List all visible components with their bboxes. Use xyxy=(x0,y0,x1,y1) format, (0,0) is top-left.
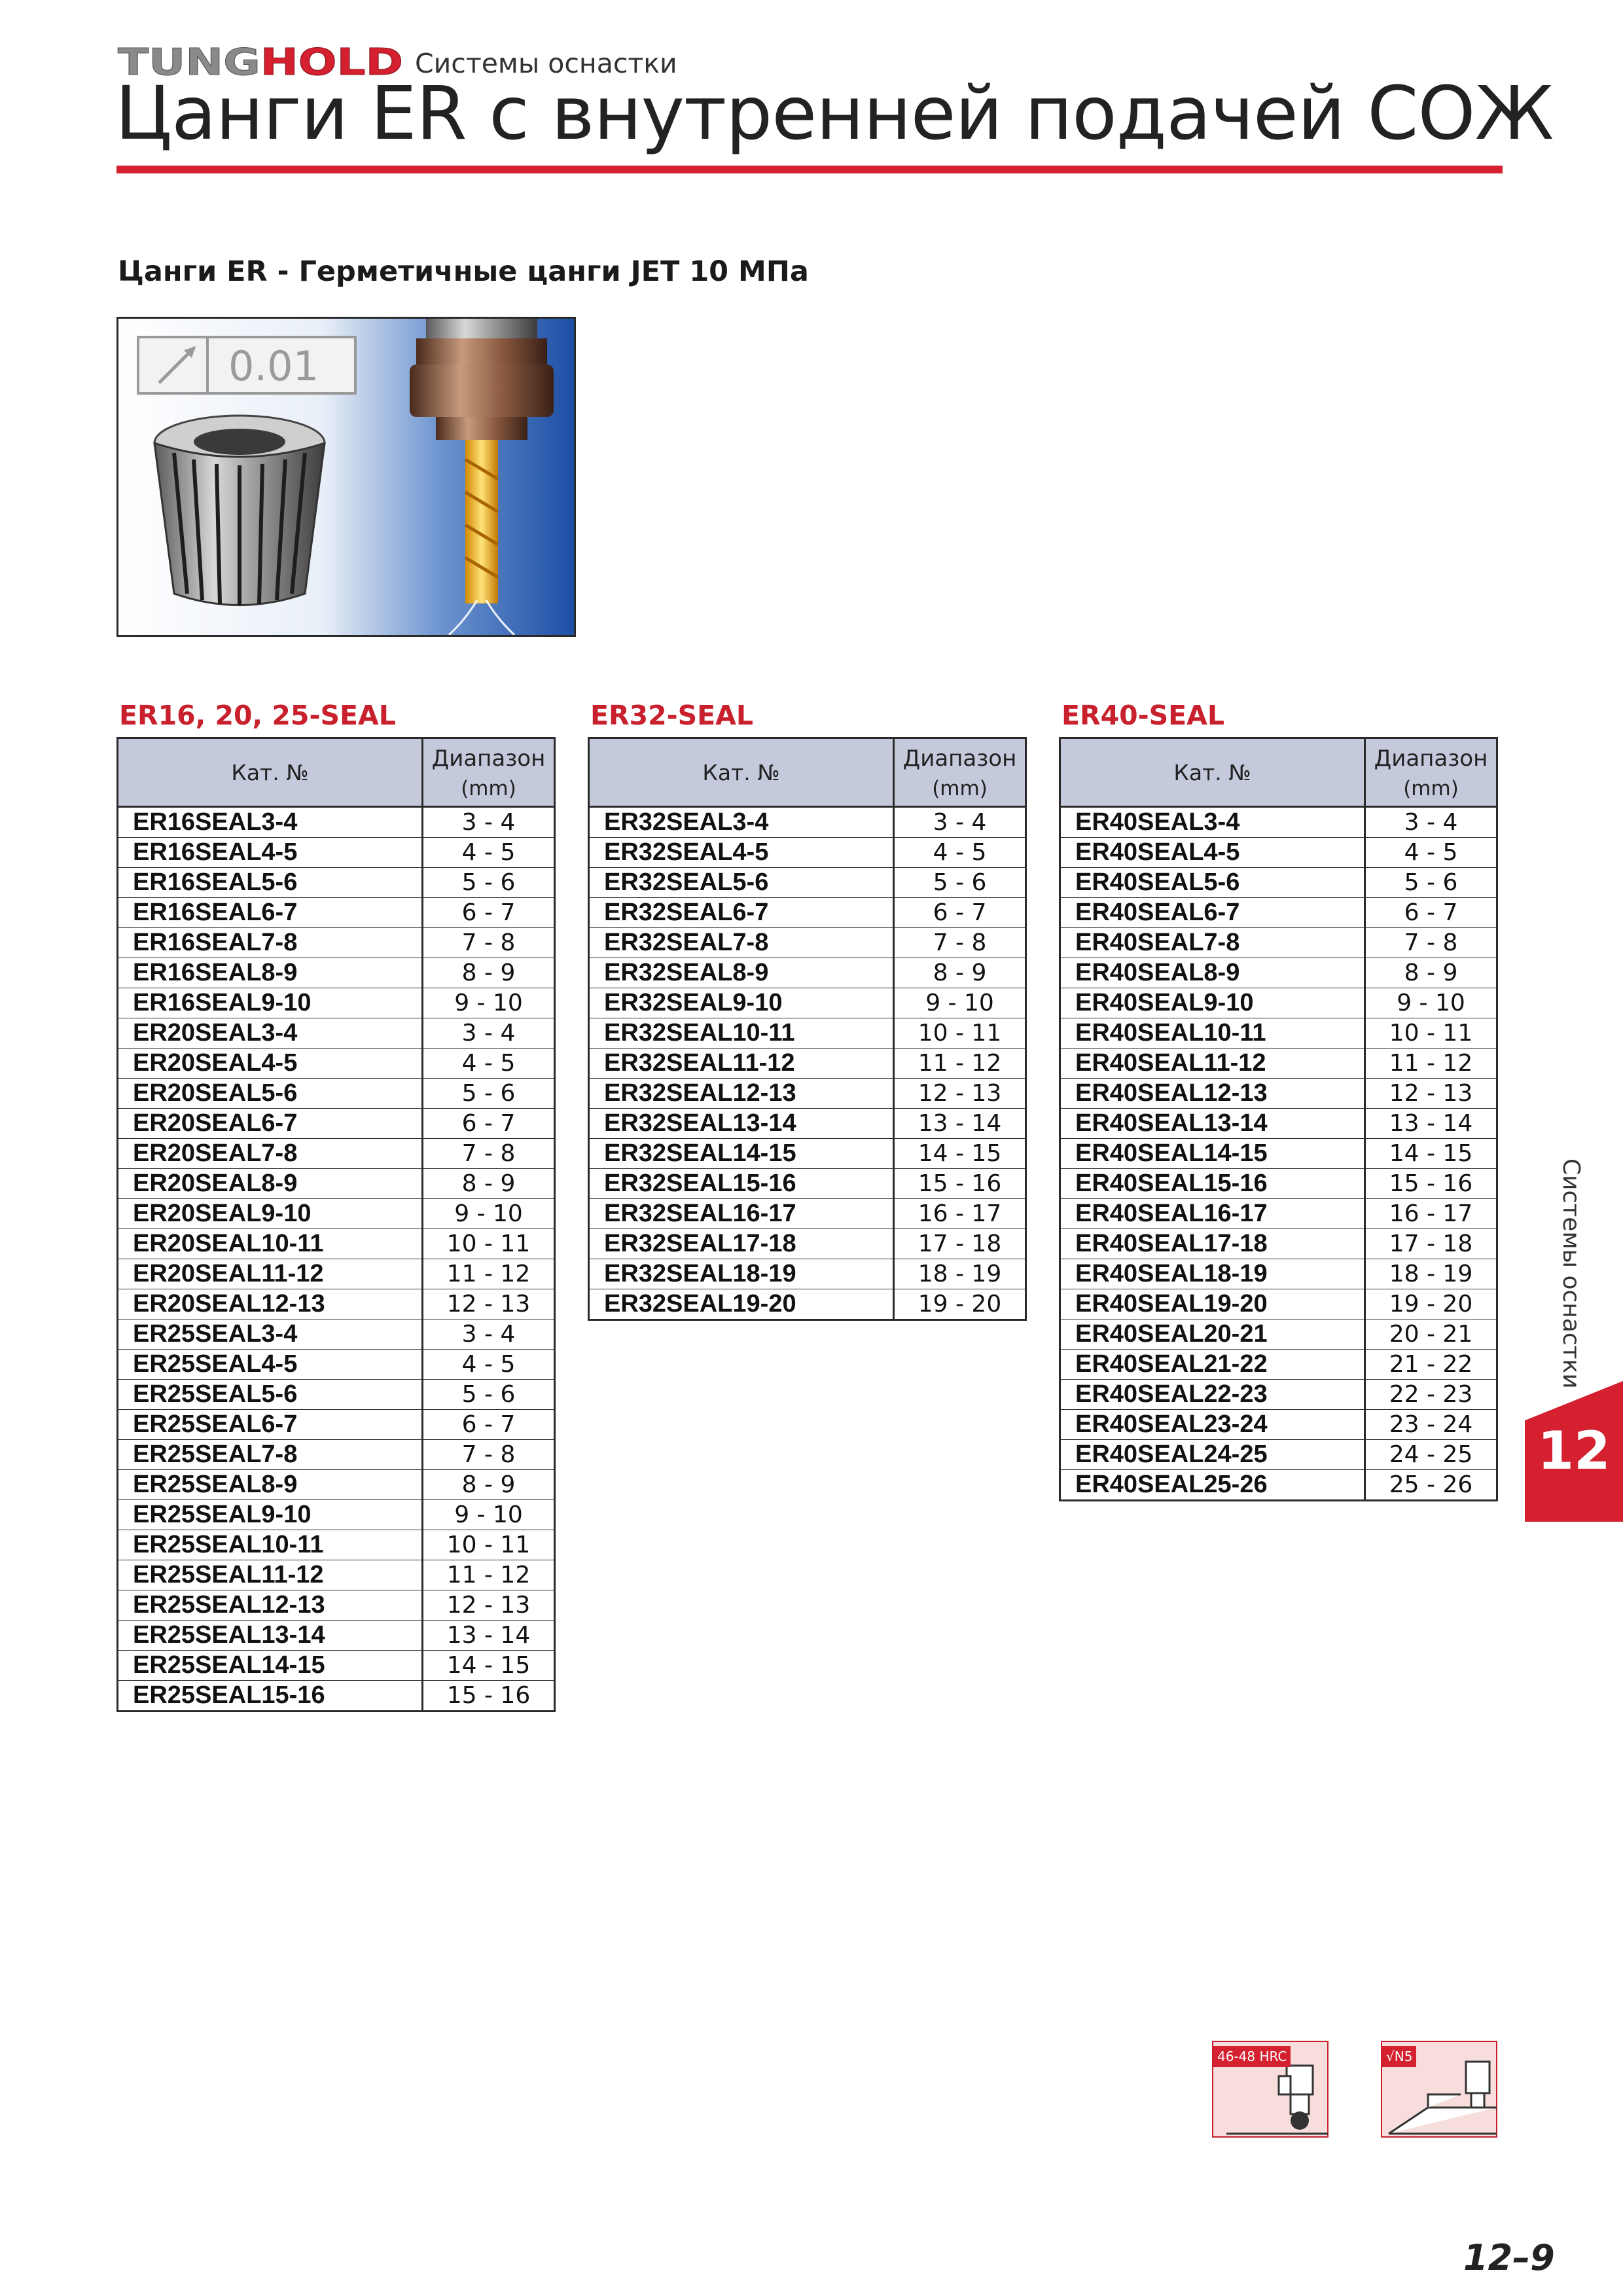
table-header-row xyxy=(589,738,1026,807)
range-unit: (mm) xyxy=(1403,777,1459,800)
table-row xyxy=(118,1109,555,1139)
catalog-number-cell: ER40SEAL16-17 xyxy=(1060,1199,1365,1229)
range-cell: 8 - 9 xyxy=(894,958,1026,988)
range-cell: 21 - 22 xyxy=(1365,1350,1497,1380)
table-row xyxy=(589,958,1026,988)
catalog-number-cell: ER40SEAL8-9 xyxy=(1060,958,1365,988)
table-row xyxy=(1060,1259,1497,1289)
catalog-number-cell: ER40SEAL18-19 xyxy=(1060,1259,1365,1289)
table-row xyxy=(589,1289,1026,1320)
table-row xyxy=(118,1410,555,1440)
range-cell: 5 - 6 xyxy=(894,868,1026,898)
table-row xyxy=(1060,988,1497,1018)
range-cell: 12 - 13 xyxy=(1365,1079,1497,1109)
table-row xyxy=(118,1500,555,1530)
catalog-number-cell: ER32SEAL12-13 xyxy=(589,1079,894,1109)
table-row xyxy=(1060,1440,1497,1470)
catalog-number-cell: ER25SEAL9-10 xyxy=(118,1500,423,1530)
range-cell: 5 - 6 xyxy=(1365,868,1497,898)
table-row xyxy=(1060,1169,1497,1199)
table-row xyxy=(118,1470,555,1500)
catalog-number-cell: ER40SEAL22-23 xyxy=(1060,1380,1365,1410)
range-cell: 13 - 14 xyxy=(1365,1109,1497,1139)
range-cell: 19 - 20 xyxy=(1365,1289,1497,1319)
table-title: ER16, 20, 25-SEAL xyxy=(119,700,396,731)
catalog-number-cell: ER20SEAL10-11 xyxy=(118,1229,423,1259)
catalog-number-cell: ER32SEAL4-5 xyxy=(589,838,894,868)
table-row xyxy=(118,807,555,838)
range-cell: 9 - 10 xyxy=(423,1500,555,1530)
table-row xyxy=(118,1681,555,1712)
catalog-number-cell: ER32SEAL3-4 xyxy=(589,807,894,838)
catalog-number-cell: ER32SEAL9-10 xyxy=(589,988,894,1018)
table-row xyxy=(589,1018,1026,1049)
page-title: Цанги ER с внутренней подачей СОЖ xyxy=(115,71,1554,156)
catalog-number-cell: ER40SEAL13-14 xyxy=(1060,1109,1365,1139)
table-row xyxy=(118,958,555,988)
table-header-row xyxy=(118,738,555,807)
catalog-number-cell: ER40SEAL3-4 xyxy=(1060,807,1365,838)
catalog-number-cell: ER32SEAL8-9 xyxy=(589,958,894,988)
range-cell: 4 - 5 xyxy=(423,1350,555,1380)
range-cell: 9 - 10 xyxy=(1365,988,1497,1018)
range-cell: 11 - 12 xyxy=(423,1560,555,1590)
range-cell: 7 - 8 xyxy=(423,1440,555,1470)
table-row xyxy=(118,1018,555,1049)
range-cell: 18 - 19 xyxy=(894,1259,1026,1289)
tolerance-value: 0.01 xyxy=(228,342,319,390)
range-cell: 6 - 7 xyxy=(423,898,555,928)
range-cell: 4 - 5 xyxy=(1365,838,1497,868)
table-row xyxy=(118,988,555,1018)
table-row xyxy=(118,1289,555,1319)
column-header-cat: Кат. № xyxy=(1060,738,1365,807)
range-cell: 9 - 10 xyxy=(894,988,1026,1018)
range-cell: 7 - 8 xyxy=(423,928,555,958)
table-row xyxy=(118,1530,555,1560)
runout-tolerance-icon xyxy=(138,337,355,393)
table-row xyxy=(1060,1380,1497,1410)
spec-table-er16-20-25 xyxy=(116,737,556,1712)
table-row xyxy=(589,928,1026,958)
catalog-number-cell: ER32SEAL19-20 xyxy=(589,1289,894,1320)
range-cell: 9 - 10 xyxy=(423,988,555,1018)
chapter-number: 12 xyxy=(1537,1420,1611,1481)
collet-image xyxy=(154,416,325,605)
catalog-number-cell: ER32SEAL14-15 xyxy=(589,1139,894,1169)
column-header-cat: Кат. № xyxy=(589,738,894,807)
table-row xyxy=(589,868,1026,898)
spec-table-er32 xyxy=(588,737,1027,1321)
range-cell: 5 - 6 xyxy=(423,1079,555,1109)
catalog-number-cell: ER20SEAL9-10 xyxy=(118,1199,423,1229)
range-cell: 11 - 12 xyxy=(423,1259,555,1289)
table-row xyxy=(118,1259,555,1289)
table-row xyxy=(118,838,555,868)
catalog-number-cell: ER20SEAL12-13 xyxy=(118,1289,423,1319)
catalog-number-cell: ER40SEAL25-26 xyxy=(1060,1470,1365,1501)
range-cell: 10 - 11 xyxy=(1365,1018,1497,1049)
range-cell: 11 - 12 xyxy=(894,1049,1026,1079)
range-cell: 5 - 6 xyxy=(423,1380,555,1410)
range-cell: 8 - 9 xyxy=(1365,958,1497,988)
range-cell: 13 - 14 xyxy=(423,1621,555,1651)
catalog-number-cell: ER20SEAL11-12 xyxy=(118,1259,423,1289)
table-row xyxy=(118,1440,555,1470)
column-header-range xyxy=(1365,738,1497,807)
catalog-number-cell: ER20SEAL5-6 xyxy=(118,1079,423,1109)
table-header-row xyxy=(1060,738,1497,807)
table-row xyxy=(118,1651,555,1681)
range-cell: 23 - 24 xyxy=(1365,1410,1497,1440)
range-cell: 12 - 13 xyxy=(894,1079,1026,1109)
table-row xyxy=(589,988,1026,1018)
column-header-range xyxy=(894,738,1026,807)
catalog-number-cell: ER16SEAL4-5 xyxy=(118,838,423,868)
range-cell: 6 - 7 xyxy=(1365,898,1497,928)
range-cell: 3 - 4 xyxy=(423,1319,555,1350)
table-row xyxy=(118,1621,555,1651)
catalog-number-cell: ER25SEAL11-12 xyxy=(118,1560,423,1590)
table-row xyxy=(589,1109,1026,1139)
catalog-number-cell: ER25SEAL10-11 xyxy=(118,1530,423,1560)
range-cell: 17 - 18 xyxy=(1365,1229,1497,1259)
table-row xyxy=(118,1350,555,1380)
range-cell: 15 - 16 xyxy=(1365,1169,1497,1199)
brand-name: TUNG xyxy=(118,42,234,81)
catalog-number-cell: ER40SEAL6-7 xyxy=(1060,898,1365,928)
range-cell: 6 - 7 xyxy=(894,898,1026,928)
range-cell: 3 - 4 xyxy=(423,1018,555,1049)
surface-finish-icon xyxy=(1381,2041,1497,2138)
catalog-number-cell: ER32SEAL17-18 xyxy=(589,1229,894,1259)
range-cell: 22 - 23 xyxy=(1365,1380,1497,1410)
range-unit: (mm) xyxy=(932,777,988,800)
catalog-number-cell: ER25SEAL6-7 xyxy=(118,1410,423,1440)
table-row xyxy=(589,1229,1026,1259)
range-cell: 8 - 9 xyxy=(423,1470,555,1500)
table-row xyxy=(118,1229,555,1259)
catalog-number-cell: ER25SEAL15-16 xyxy=(118,1681,423,1712)
table-row xyxy=(1060,1289,1497,1319)
catalog-number-cell: ER25SEAL8-9 xyxy=(118,1470,423,1500)
range-cell: 8 - 9 xyxy=(423,958,555,988)
catalog-number-cell: ER40SEAL5-6 xyxy=(1060,868,1365,898)
range-label: Диапазон xyxy=(902,745,1017,772)
table-row xyxy=(589,838,1026,868)
column-header-range xyxy=(423,738,555,807)
range-cell: 25 - 26 xyxy=(1365,1470,1497,1501)
catalog-number-cell: ER20SEAL8-9 xyxy=(118,1169,423,1199)
range-cell: 7 - 8 xyxy=(894,928,1026,958)
table-row xyxy=(118,1319,555,1350)
catalog-number-cell: ER16SEAL3-4 xyxy=(118,807,423,838)
catalog-number-cell: ER40SEAL12-13 xyxy=(1060,1079,1365,1109)
catalog-number-cell: ER40SEAL14-15 xyxy=(1060,1139,1365,1169)
catalog-number-cell: ER16SEAL7-8 xyxy=(118,928,423,958)
table-row xyxy=(118,1049,555,1079)
catalog-number-cell: ER40SEAL24-25 xyxy=(1060,1440,1365,1470)
table-row xyxy=(589,807,1026,838)
table-title: ER40-SEAL xyxy=(1061,700,1225,731)
catalog-number-cell: ER40SEAL20-21 xyxy=(1060,1319,1365,1350)
range-cell: 4 - 5 xyxy=(894,838,1026,868)
catalog-number-cell: ER32SEAL6-7 xyxy=(589,898,894,928)
catalog-number-cell: ER25SEAL5-6 xyxy=(118,1380,423,1410)
table-row xyxy=(1060,838,1497,868)
table-row xyxy=(1060,1139,1497,1169)
product-photo xyxy=(116,317,576,637)
table-row xyxy=(1060,1018,1497,1049)
range-cell: 6 - 7 xyxy=(423,1410,555,1440)
table-row xyxy=(1060,898,1497,928)
catalog-number-cell: ER40SEAL11-12 xyxy=(1060,1049,1365,1079)
table-row xyxy=(118,1079,555,1109)
spec-table-er40 xyxy=(1059,737,1498,1501)
table-row xyxy=(1060,1049,1497,1079)
catalog-number-cell: ER20SEAL4-5 xyxy=(118,1049,423,1079)
catalog-number-cell: ER16SEAL6-7 xyxy=(118,898,423,928)
table-row xyxy=(1060,807,1497,838)
catalog-number-cell: ER40SEAL15-16 xyxy=(1060,1169,1365,1199)
table-row xyxy=(589,1139,1026,1169)
catalog-number-cell: ER25SEAL12-13 xyxy=(118,1590,423,1621)
range-cell: 17 - 18 xyxy=(894,1229,1026,1259)
table-row xyxy=(589,1049,1026,1079)
column-header-cat: Кат. № xyxy=(118,738,423,807)
range-cell: 12 - 13 xyxy=(423,1289,555,1319)
range-label: Диапазон xyxy=(431,745,546,772)
table-block-er16-20-25 xyxy=(116,699,556,1712)
hardness-icon xyxy=(1212,2041,1329,2138)
range-cell: 10 - 11 xyxy=(894,1018,1026,1049)
catalog-number-cell: ER40SEAL4-5 xyxy=(1060,838,1365,868)
hardness-tag: 46-48 HRC xyxy=(1213,2046,1291,2067)
table-row xyxy=(1060,1319,1497,1350)
table-row xyxy=(589,1199,1026,1229)
collet-illustration xyxy=(118,319,574,635)
table-row xyxy=(118,1169,555,1199)
catalog-number-cell: ER40SEAL21-22 xyxy=(1060,1350,1365,1380)
catalog-number-cell: ER25SEAL7-8 xyxy=(118,1440,423,1470)
catalog-number-cell: ER25SEAL4-5 xyxy=(118,1350,423,1380)
range-cell: 7 - 8 xyxy=(1365,928,1497,958)
catalog-number-cell: ER20SEAL3-4 xyxy=(118,1018,423,1049)
catalog-number-cell: ER40SEAL17-18 xyxy=(1060,1229,1365,1259)
catalog-number-cell: ER32SEAL18-19 xyxy=(589,1259,894,1289)
table-row xyxy=(1060,1410,1497,1440)
range-cell: 19 - 20 xyxy=(894,1289,1026,1320)
catalog-number-cell: ER32SEAL15-16 xyxy=(589,1169,894,1199)
table-row xyxy=(1060,868,1497,898)
table-row xyxy=(1060,1199,1497,1229)
table-row xyxy=(118,928,555,958)
side-section-label: Системы оснастки xyxy=(1558,1158,1584,1389)
range-cell: 3 - 4 xyxy=(894,807,1026,838)
catalog-number-cell: ER25SEAL3-4 xyxy=(118,1319,423,1350)
table-row xyxy=(589,1169,1026,1199)
table-row xyxy=(1060,1109,1497,1139)
brand-name-accent: HOLD xyxy=(260,42,376,81)
table-row xyxy=(589,1259,1026,1289)
catalog-number-cell: ER32SEAL10-11 xyxy=(589,1018,894,1049)
surface-finish-tag: √N5 xyxy=(1382,2046,1416,2067)
catalog-number-cell: ER40SEAL23-24 xyxy=(1060,1410,1365,1440)
section-heading: Цанги ER - Герметичные цанги JET 10 МПа xyxy=(118,255,809,288)
range-cell: 14 - 15 xyxy=(1365,1139,1497,1169)
table-row xyxy=(118,1560,555,1590)
catalog-number-cell: ER32SEAL7-8 xyxy=(589,928,894,958)
table-row xyxy=(118,868,555,898)
range-cell: 10 - 11 xyxy=(423,1530,555,1560)
range-cell: 12 - 13 xyxy=(423,1590,555,1621)
range-cell: 15 - 16 xyxy=(894,1169,1026,1199)
range-unit: (mm) xyxy=(461,777,516,800)
range-cell: 4 - 5 xyxy=(423,1049,555,1079)
range-cell: 11 - 12 xyxy=(1365,1049,1497,1079)
catalog-number-cell: ER20SEAL6-7 xyxy=(118,1109,423,1139)
table-row xyxy=(1060,928,1497,958)
table-row xyxy=(118,1590,555,1621)
range-cell: 7 - 8 xyxy=(423,1139,555,1169)
catalog-number-cell: ER32SEAL13-14 xyxy=(589,1109,894,1139)
catalog-number-cell: ER40SEAL7-8 xyxy=(1060,928,1365,958)
range-cell: 24 - 25 xyxy=(1365,1440,1497,1470)
catalog-number-cell: ER32SEAL16-17 xyxy=(589,1199,894,1229)
range-cell: 4 - 5 xyxy=(423,838,555,868)
catalog-number-cell: ER32SEAL11-12 xyxy=(589,1049,894,1079)
table-row xyxy=(1060,958,1497,988)
range-cell: 16 - 17 xyxy=(894,1199,1026,1229)
catalog-number-cell: ER40SEAL9-10 xyxy=(1060,988,1365,1018)
range-cell: 20 - 21 xyxy=(1365,1319,1497,1350)
range-cell: 16 - 17 xyxy=(1365,1199,1497,1229)
range-cell: 13 - 14 xyxy=(894,1109,1026,1139)
range-cell: 15 - 16 xyxy=(423,1681,555,1712)
catalog-number-cell: ER25SEAL14-15 xyxy=(118,1651,423,1681)
range-label: Диапазон xyxy=(1374,745,1488,772)
range-cell: 9 - 10 xyxy=(423,1199,555,1229)
catalog-number-cell: ER16SEAL8-9 xyxy=(118,958,423,988)
range-cell: 14 - 15 xyxy=(423,1651,555,1681)
catalog-number-cell: ER25SEAL13-14 xyxy=(118,1621,423,1651)
table-row xyxy=(1060,1470,1497,1501)
table-row xyxy=(118,1380,555,1410)
table-row xyxy=(1060,1229,1497,1259)
table-row xyxy=(118,1199,555,1229)
range-cell: 3 - 4 xyxy=(1365,807,1497,838)
table-title: ER32-SEAL xyxy=(590,700,754,731)
range-cell: 14 - 15 xyxy=(894,1139,1026,1169)
table-block-er40 xyxy=(1059,699,1498,1501)
table-row xyxy=(589,898,1026,928)
catalog-number-cell: ER40SEAL10-11 xyxy=(1060,1018,1365,1049)
catalog-number-cell: ER20SEAL7-8 xyxy=(118,1139,423,1169)
table-row xyxy=(118,898,555,928)
catalog-number-cell: ER40SEAL19-20 xyxy=(1060,1289,1365,1319)
range-cell: 6 - 7 xyxy=(423,1109,555,1139)
brand-subtitle: Системы оснастки xyxy=(415,48,677,79)
catalog-number-cell: ER16SEAL9-10 xyxy=(118,988,423,1018)
catalog-number-cell: ER32SEAL5-6 xyxy=(589,868,894,898)
catalog-number-cell: ER16SEAL5-6 xyxy=(118,868,423,898)
table-block-er32 xyxy=(588,699,1027,1321)
table-row xyxy=(1060,1079,1497,1109)
range-cell: 18 - 19 xyxy=(1365,1259,1497,1289)
range-cell: 10 - 11 xyxy=(423,1229,555,1259)
range-cell: 5 - 6 xyxy=(423,868,555,898)
page-number: 12–9 xyxy=(1463,2237,1555,2278)
table-row xyxy=(589,1079,1026,1109)
range-cell: 3 - 4 xyxy=(423,807,555,838)
table-row xyxy=(1060,1350,1497,1380)
title-divider xyxy=(116,166,1503,173)
table-row xyxy=(118,1139,555,1169)
range-cell: 8 - 9 xyxy=(423,1169,555,1199)
